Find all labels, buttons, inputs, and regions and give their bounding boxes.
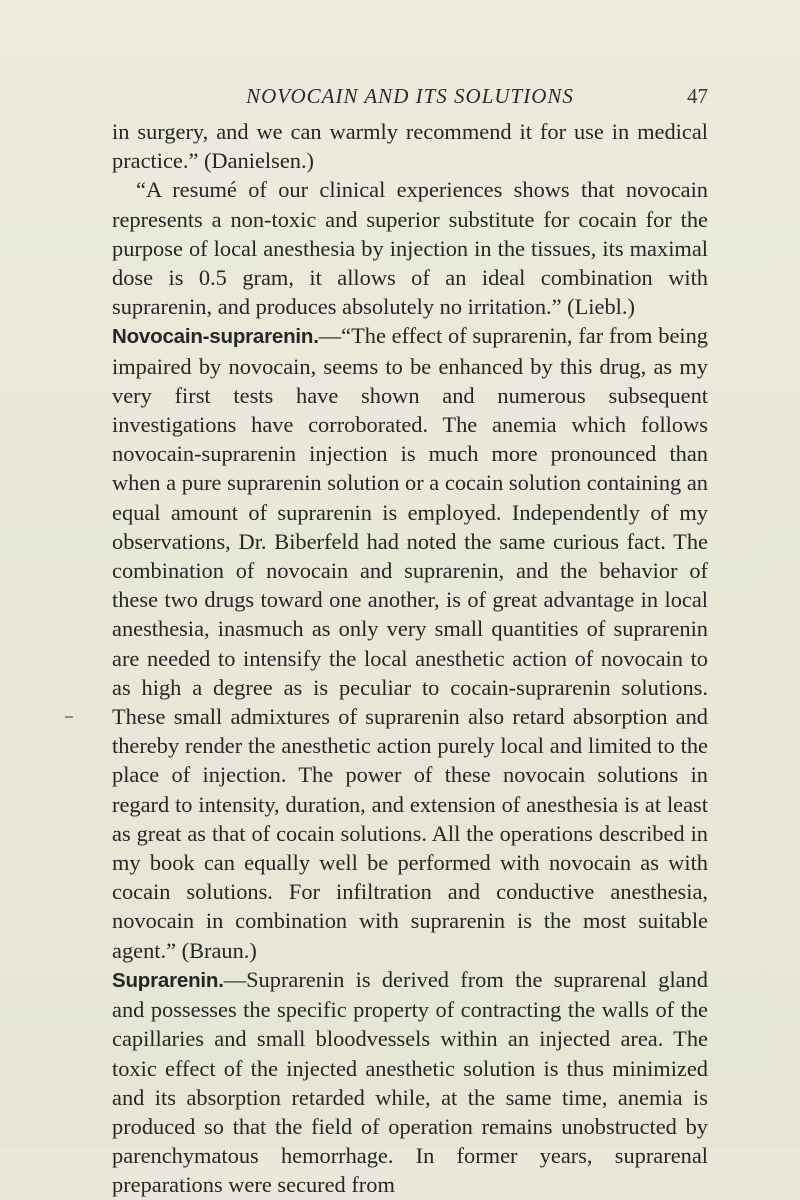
paragraph-1-text: in surgery, and we can warmly recommend it for use in medical practice.” (Danielsen.)	[112, 119, 708, 174]
running-title: NOVOCAIN AND ITS SOLUTIONS	[246, 84, 574, 108]
paragraph-4	[112, 965, 708, 1200]
section-heading-suprarenin: Suprarenin.	[112, 968, 224, 992]
paragraph-2-text: “A resumé of our clinical experiences shows that novocain represents a non-toxic and superior substitute for cocain for the purpose of local anesthesia by injection in the tissues, its maximal dose is 0.5 gram, it allows of an ideal combination with suprarenin, and produces absolutely no irritation.” (Liebl.)	[112, 177, 708, 320]
paragraph-2	[112, 175, 708, 321]
body-text	[112, 117, 708, 1200]
paragraph-4-text: —Suprarenin is derived from the suprarenal gland and possesses the specific property of contracting the walls of the capillaries and small bloodvessels within an injected area. The toxic effect of the injected anesthetic solution is thus minimized and its absorption retarded while, at the same time, anemia is produced so that the field of operation remains unobstructed by parenchymatous hemorrhage. In former years, suprarenal preparations were secured from	[112, 966, 708, 1198]
paragraph-3-text: —“The effect of suprarenin, far from being impaired by novocain, seems to be enhanced by this drug, as my very first tests have shown and numerous subsequent investigations have corroborated. The anemia which follows novocain-suprarenin injection is much more pronounced than when a pure suprarenin solution or a cocain solution containing an equal amount of suprarenin is employed. Independently of my observations, Dr. Biberfeld had noted the same curious fact. The combination of novocain and suprarenin, and the behavior of these two drugs toward one another, is of great advantage in local anesthesia, inasmuch as only very small quantities of suprarenin are needed to intensify the local anesthetic action of novocain to as high a degree as is peculiar to cocain-suprarenin solutions. These small admixtures of suprarenin also retard absorption and thereby render the anesthetic action purely local and limited to the place of injection. The power of these novocain solutions in regard to intensity, duration, and extension of anesthesia is at least as great as that of cocain solutions. All the operations described in my book can equally well be performed with novocain as with cocain solutions. For infiltration and conductive anesthesia, novocain in combination with suprarenin is the most suitable agent.” (Braun.)	[112, 323, 708, 963]
running-head	[112, 84, 708, 114]
margin-mark	[65, 716, 73, 718]
section-heading-novocain-suprarenin: Novocain-suprarenin.	[112, 325, 319, 349]
paragraph-1	[112, 117, 708, 175]
paragraph-3	[112, 321, 708, 964]
page-number: 47	[687, 84, 708, 108]
